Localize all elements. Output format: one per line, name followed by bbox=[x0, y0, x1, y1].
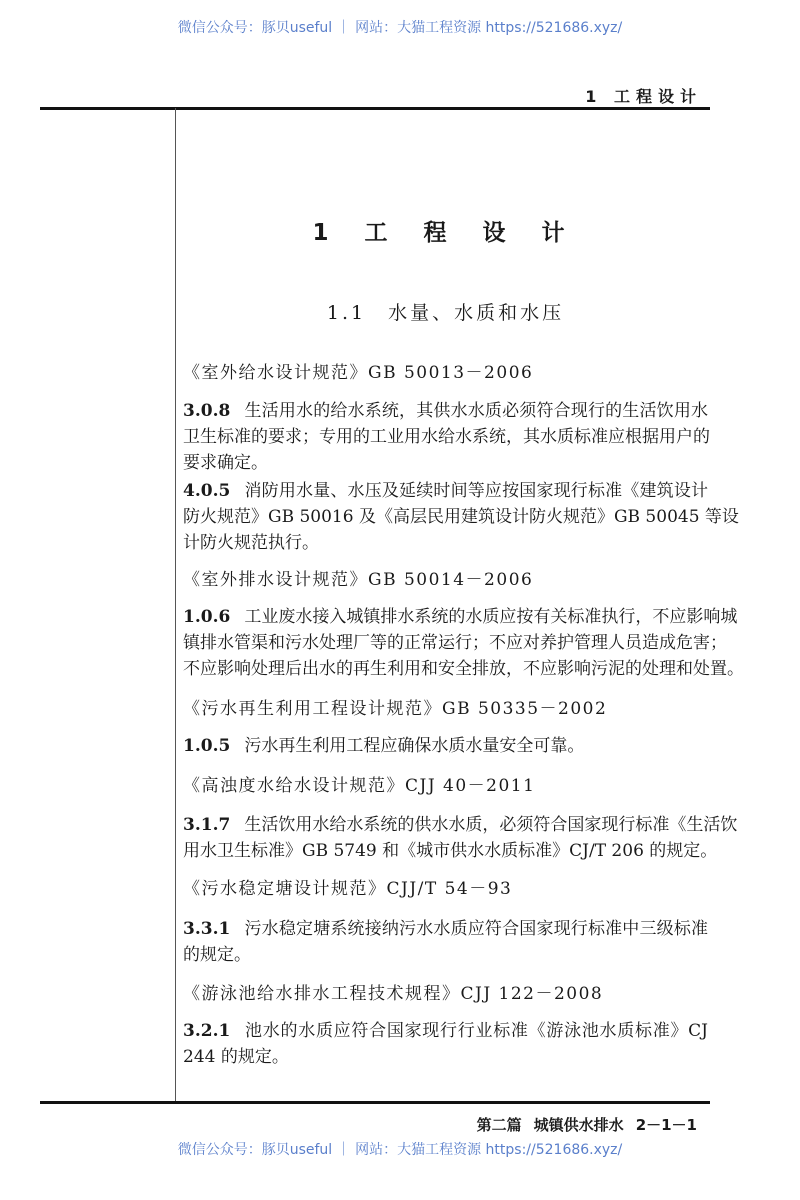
clause-line bbox=[183, 917, 708, 941]
clause-line: 防火规范》GB 50016 及《高层民用建筑设计防火规范》GB 50045 等设 bbox=[183, 507, 739, 527]
clause-text: 生活用水的给水系统，其供水水质必须符合现行的生活饮用水 bbox=[244, 401, 708, 421]
clause-number: 3.3.1 bbox=[183, 919, 231, 939]
footer-part-title: 城镇供水排水 bbox=[533, 1116, 624, 1134]
clause-line bbox=[183, 479, 708, 503]
clause-line: 卫生标准的要求；专用的工业用水给水系统，其水质标准应根据用户的 bbox=[183, 427, 710, 447]
standard-title: 《游泳池给水排水工程技术规程》CJJ 122－2008 bbox=[183, 984, 604, 1004]
clause-line bbox=[183, 1019, 708, 1043]
watermark-bottom: 微信公众号：豚贝useful ｜ 网站：大猫工程资源 https://521686.xyz/ bbox=[177, 1142, 623, 1158]
page-footer bbox=[477, 1114, 697, 1135]
standard-title: 《室外排水设计规范》GB 50014－2006 bbox=[183, 570, 534, 590]
clause-line: 244 的规定。 bbox=[183, 1047, 289, 1067]
section-title: 1.1 水量、水质和水压 bbox=[326, 302, 565, 324]
clause-number: 1.0.6 bbox=[183, 607, 231, 627]
clause-line bbox=[183, 605, 738, 629]
page-number: 2－1－1 bbox=[635, 1116, 697, 1134]
clause-text: 池水的水质应符合国家现行行业标准《游泳池水质标准》CJ bbox=[244, 1021, 708, 1041]
clause-text: 污水稳定塘系统接纳污水水质应符合国家现行标准中三级标准 bbox=[244, 919, 708, 939]
clause-number: 3.0.8 bbox=[183, 401, 231, 421]
clause-line bbox=[183, 399, 708, 423]
footer-rule bbox=[40, 1101, 710, 1104]
clause-line: 镇排水管渠和污水处理厂等的正常运行；不应对养护管理人员造成危害； bbox=[183, 633, 727, 653]
running-header: 1 工程设计 bbox=[585, 87, 702, 106]
clause-line: 要求确定。 bbox=[183, 453, 268, 473]
margin-rule bbox=[175, 108, 176, 1103]
standard-title: 《室外给水设计规范》GB 50013－2006 bbox=[183, 363, 534, 383]
standard-title: 《高浊度水给水设计规范》CJJ 40－2011 bbox=[183, 776, 536, 796]
clause-number: 3.1.7 bbox=[183, 815, 231, 835]
clause-line: 不应影响处理后出水的再生利用和安全排放，不应影响污泥的处理和处置。 bbox=[183, 659, 744, 679]
clause-text: 污水再生利用工程应确保水质水量安全可靠。 bbox=[244, 736, 585, 756]
chapter-title: 1 工 程 设 计 bbox=[312, 220, 579, 246]
clause-number: 4.0.5 bbox=[183, 481, 231, 501]
clause-line: 的规定。 bbox=[183, 945, 251, 965]
clause-text: 生活饮用水给水系统的供水水质，必须符合国家现行标准《生活饮 bbox=[244, 815, 738, 835]
clause-line bbox=[183, 734, 708, 758]
header-rule bbox=[40, 107, 710, 110]
clause-line bbox=[183, 813, 738, 837]
clause-text: 消防用水量、水压及延续时间等应按国家现行标准《建筑设计 bbox=[244, 481, 708, 501]
clause-line: 用水卫生标准》GB 5749 和《城市供水水质标准》CJ/T 206 的规定。 bbox=[183, 841, 718, 861]
standard-title: 《污水再生利用工程设计规范》GB 50335－2002 bbox=[183, 699, 608, 719]
clause-number: 1.0.5 bbox=[183, 736, 231, 756]
watermark-top: 微信公众号：豚贝useful ｜ 网站：大猫工程资源 https://521686.xyz/ bbox=[177, 20, 623, 36]
clause-number: 3.2.1 bbox=[183, 1021, 231, 1041]
clause-text: 工业废水接入城镇排水系统的水质应按有关标准执行，不应影响城 bbox=[244, 607, 738, 627]
standard-title: 《污水稳定塘设计规范》CJJ/T 54－93 bbox=[183, 879, 513, 899]
footer-part: 第二篇 bbox=[476, 1116, 522, 1134]
clause-line: 计防火规范执行。 bbox=[183, 533, 319, 553]
